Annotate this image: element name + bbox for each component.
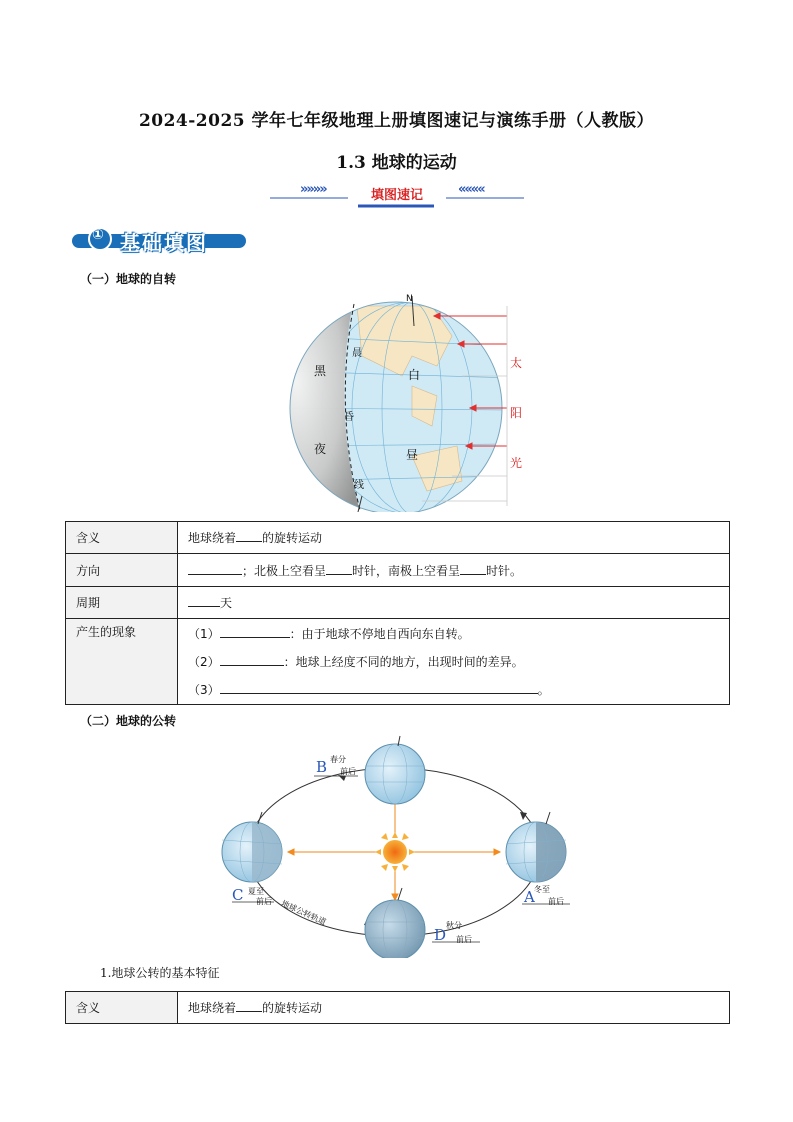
text-segment: 地球绕着 (188, 531, 237, 545)
table-row (66, 619, 730, 705)
text-segment: （1） (188, 626, 220, 641)
row-value-meaning (178, 522, 730, 554)
revolution-table (65, 991, 730, 1024)
banner-arrows-left: »»»» (300, 182, 326, 197)
globe-label-light1: 白 (408, 368, 421, 382)
text-segment: ；北极上空看呈 (242, 563, 327, 578)
orbit-label: 地球公转轨道 (279, 898, 328, 927)
part1-heading: （一）地球的自转 (80, 272, 177, 286)
text-segment: （3） (188, 682, 220, 697)
globe-label-dawn2: 昏 (344, 412, 354, 423)
text-segment: 时针，南极上空看呈 (352, 563, 461, 578)
globe-label-line: 线 (354, 480, 364, 491)
rotation-table (65, 521, 730, 705)
blank-answer[interactable] (220, 682, 538, 694)
text-segment: 天 (220, 596, 233, 610)
basic-fill-pill (72, 226, 246, 255)
text-segment: ：地球上经度不同的地方，出现时间的差异。 (283, 654, 524, 669)
position-b-letter: B (316, 758, 328, 776)
row-key-meaning: 含义 (66, 522, 178, 554)
sun-label-1: 太 (510, 356, 523, 370)
row-value-phenomena (178, 619, 730, 705)
blank-answer[interactable] (236, 1000, 262, 1012)
globe-label-light2: 昼 (406, 448, 419, 462)
globe-label-dark1: 黑 (314, 364, 327, 378)
section-banner (270, 182, 524, 208)
text-segment: 。 (537, 682, 550, 697)
text-segment: ：由于地球不停地自西向东自转。 (289, 626, 470, 641)
banner-label: 填图速记 (370, 188, 423, 203)
section-title: 1.3 地球的运动 (336, 153, 457, 173)
position-a-sub: 前后 (548, 897, 564, 906)
row-value-direction (178, 554, 730, 587)
phenomenon-line-1 (188, 620, 719, 648)
position-b-name: 春分 (330, 755, 346, 764)
text-segment: 的旋转运动 (262, 531, 323, 545)
table-row (66, 554, 730, 587)
document-title: 2024-2025 学年七年级地理上册填图速记与演练手册（人教版） (138, 111, 655, 131)
phenomenon-line-2 (188, 648, 719, 676)
position-c-sub: 前后 (256, 897, 272, 906)
rotation-globe-figure (262, 296, 532, 512)
table-row (66, 587, 730, 619)
position-b-sub: 前后 (340, 767, 356, 776)
blank-answer[interactable] (236, 530, 262, 542)
blank-answer[interactable] (188, 595, 220, 607)
row-key-meaning-2: 含义 (66, 992, 178, 1024)
text-segment: （2） (188, 654, 220, 669)
blank-answer[interactable] (460, 563, 486, 575)
sun-label-2: 阳 (510, 406, 523, 420)
blank-answer[interactable] (220, 626, 290, 638)
table-row (66, 522, 730, 554)
position-d-sub: 前后 (456, 935, 472, 944)
row-key-direction: 方向 (66, 554, 178, 587)
blank-answer[interactable] (220, 654, 284, 666)
revolution-orbit-figure (218, 728, 578, 958)
blank-answer[interactable] (188, 563, 242, 575)
row-key-phenomena: 产生的现象 (66, 619, 178, 705)
blank-answer[interactable] (326, 563, 352, 575)
position-c-name: 夏至 (248, 887, 264, 896)
phenomenon-line-3 (188, 676, 719, 704)
text-segment: 时针。 (486, 563, 523, 578)
text-segment: 的旋转运动 (262, 1001, 323, 1015)
position-a-name: 冬至 (534, 885, 550, 894)
row-value-period (178, 587, 730, 619)
row-value-meaning-2 (178, 992, 730, 1024)
sub-heading-revolution: 1.地球公转的基本特征 (100, 966, 220, 980)
position-c-letter: C (232, 886, 244, 904)
row-key-period: 周期 (66, 587, 178, 619)
text-segment: 地球绕着 (188, 1001, 237, 1015)
pill-label: 基础填图 (120, 231, 208, 255)
table-row (66, 992, 730, 1024)
globe-label-dark2: 夜 (314, 442, 327, 456)
banner-arrows-right: «««« (458, 182, 484, 197)
sun-label-3: 光 (510, 456, 523, 470)
position-a-letter: A (524, 888, 535, 906)
pill-number: ① (92, 227, 104, 243)
globe-label-dawn: 晨 (352, 348, 362, 359)
north-pole-label: N (406, 294, 413, 304)
position-d-letter: D (434, 926, 447, 944)
position-d-name: 秋分 (446, 921, 462, 930)
part2-heading: （二）地球的公转 (80, 714, 177, 728)
